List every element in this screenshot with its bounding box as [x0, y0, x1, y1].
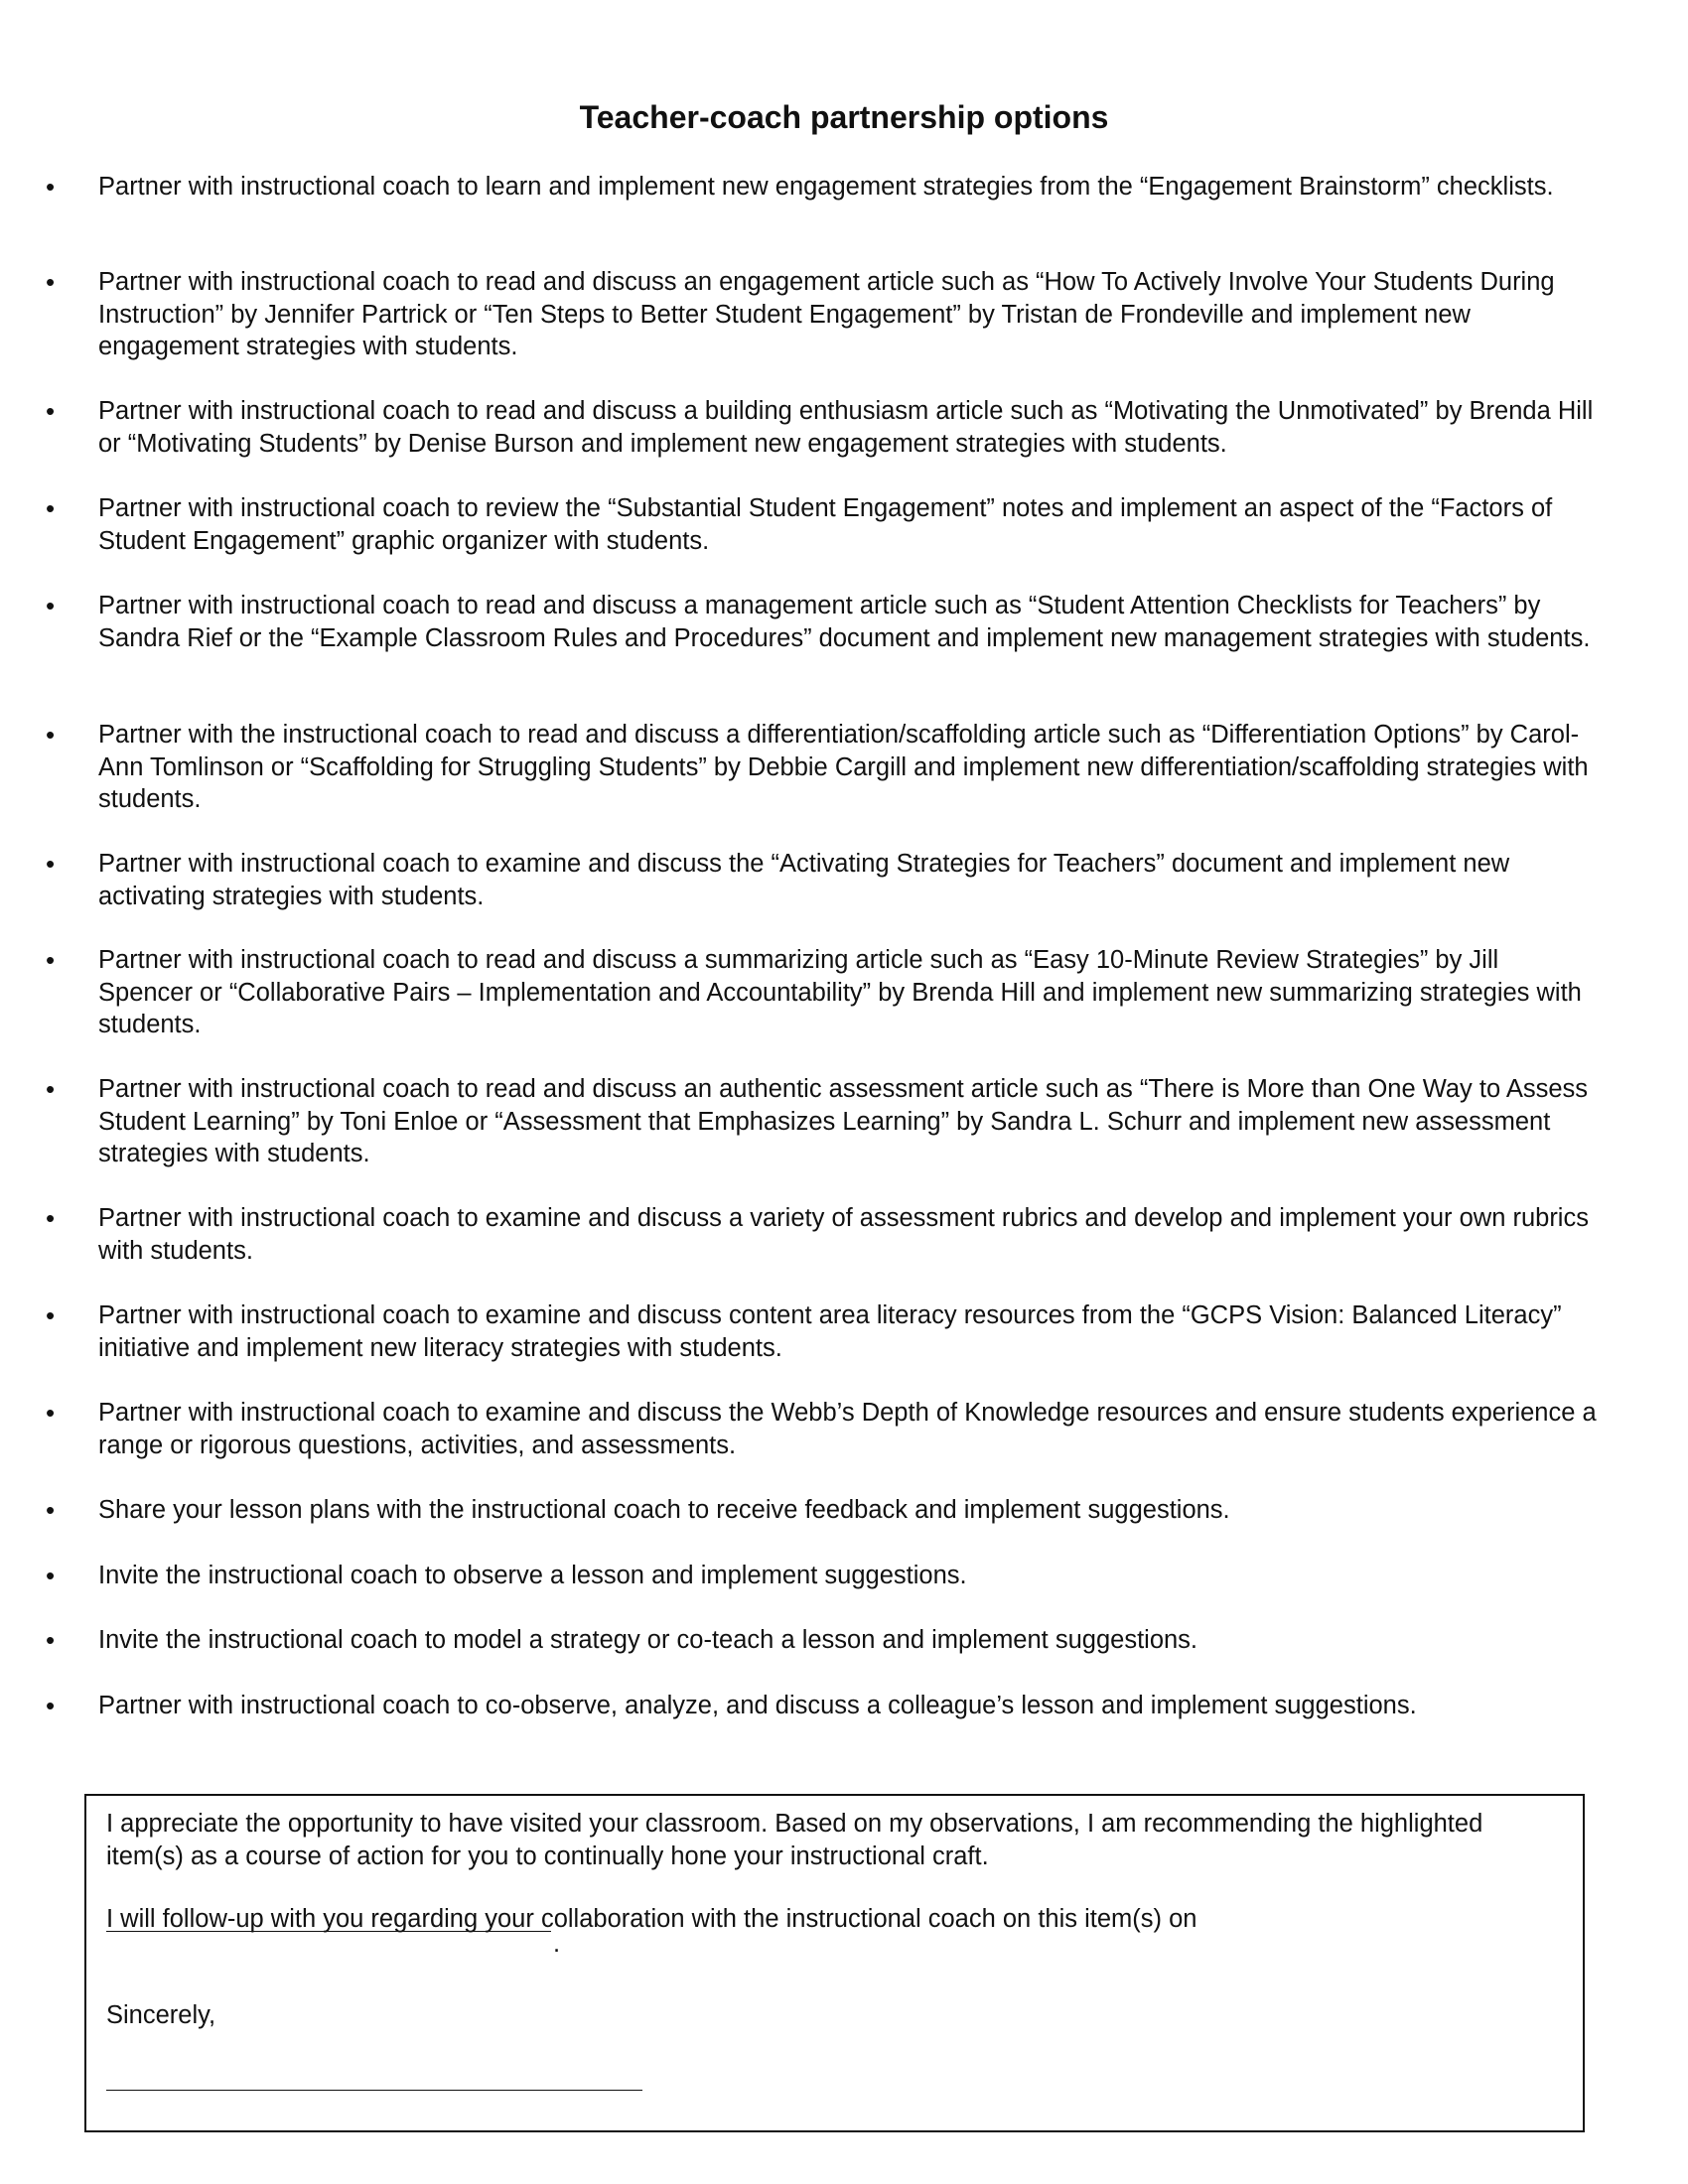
bullet-icon: • [46, 1691, 56, 1720]
list-item-text: Partner with instructional coach to examine and discuss content area literacy resources from the “GCPS Vision: Balanced Literacy” initiative and implement new literacy strategies with students. [98, 1301, 1562, 1362]
bullet-icon: • [46, 172, 56, 202]
bullet-icon: • [46, 1495, 56, 1525]
letter-paragraph-recommendation: I appreciate the opportunity to have visited your classroom. Based on my observations, I am recommending the highlighted item(s) as a course of action for you to continually hone your instructional craft. [106, 1810, 1483, 1870]
bullet-icon: • [46, 1625, 56, 1655]
bullet-icon: • [46, 493, 56, 523]
list-item-text: Partner with the instructional coach to read and discuss a differentiation/scaffolding article such as “Differentiation Options” by Carol-Ann Tomlinson or “Scaffolding for Struggling Students” by Debbie Cargill and implement new differentiation/scaffolding strategies with students. [98, 721, 1589, 813]
letter-closing: Sincerely, [106, 2001, 216, 2029]
date-period: . [553, 1930, 561, 1958]
bullet-icon: • [46, 267, 56, 297]
bullet-icon: • [46, 1203, 56, 1233]
bullet-icon: • [46, 1074, 56, 1104]
letter-paragraph-follow-up: I will follow-up with you regarding your collaboration with the instructional coach on this item(s) on [106, 1905, 1197, 1933]
bullet-icon: • [46, 1561, 56, 1590]
bullet-icon: • [46, 945, 56, 975]
bullet-icon: • [46, 1300, 56, 1330]
list-item-text: Share your lesson plans with the instructional coach to receive feedback and implement suggestions. [98, 1496, 1230, 1524]
list-item-text: Partner with instructional coach to co-observe, analyze, and discuss a colleague’s lesson and implement suggestions. [98, 1692, 1417, 1719]
list-item-text: Partner with instructional coach to read and discuss a management article such as “Student Attention Checklists for Teachers” by Sandra Rief or the “Example Classroom Rules and Procedures” document and implement new management strategies with students. [98, 592, 1591, 652]
list-item-text: Invite the instructional coach to observe a lesson and implement suggestions. [98, 1562, 967, 1589]
page-title: Teacher-coach partnership options [579, 99, 1109, 135]
bullet-icon: • [46, 396, 56, 426]
recommendation-letter-box [84, 1794, 1585, 2132]
list-item-text: Partner with instructional coach to read and discuss an engagement article such as “How To Actively Involve Your Students During Instruction” by Jennifer Partrick or “Ten Steps to Better Student Engagement” by Tristan de Frondeville and implement new engagement strategies with students. [98, 268, 1555, 360]
list-item-text: Invite the instructional coach to model a strategy or co-teach a lesson and implement suggestions. [98, 1626, 1198, 1654]
list-item-text: Partner with instructional coach to examine and discuss the Webb’s Depth of Knowledge resources and ensure students experience a range or rigorous questions, activities, and assessments. [98, 1399, 1597, 1459]
list-item-text: Partner with instructional coach to read and discuss a building enthusiasm article such as “Motivating the Unmotivated” by Brenda Hill or “Motivating Students” by Denise Burson and implement new engagement strategies with students. [98, 397, 1594, 458]
bullet-icon: • [46, 720, 56, 750]
bullet-icon: • [46, 1398, 56, 1428]
signature-line[interactable] [106, 2090, 642, 2091]
bullet-icon: • [46, 849, 56, 879]
list-item-text: Partner with instructional coach to read and discuss a summarizing article such as “Easy 10-Minute Review Strategies” by Jill Spencer or “Collaborative Pairs – Implementation and Accountability” by Brenda Hill and implement new summarizing strategies with students. [98, 946, 1582, 1038]
bullet-icon: • [46, 591, 56, 620]
list-item-text: Partner with instructional coach to review the “Substantial Student Engagement” notes and implement an aspect of the “Factors of Student Engagement” graphic organizer with students. [98, 494, 1553, 555]
list-item-text: Partner with instructional coach to learn and implement new engagement strategies from the “Engagement Brainstorm” checklists. [98, 173, 1554, 201]
list-item-text: Partner with instructional coach to examine and discuss the “Activating Strategies for Teachers” document and implement new activating strategies with students. [98, 850, 1510, 910]
follow-up-date-blank[interactable] [106, 1931, 551, 1932]
list-item-text: Partner with instructional coach to read and discuss an authentic assessment article such as “There is More than One Way to Assess Student Learning” by Toni Enloe or “Assessment that Emphasizes Learning” by Sandra L. Schurr and implement new assessment strategies with students. [98, 1075, 1589, 1167]
list-item-text: Partner with instructional coach to examine and discuss a variety of assessment rubrics and develop and implement your own rubrics with students. [98, 1204, 1589, 1265]
